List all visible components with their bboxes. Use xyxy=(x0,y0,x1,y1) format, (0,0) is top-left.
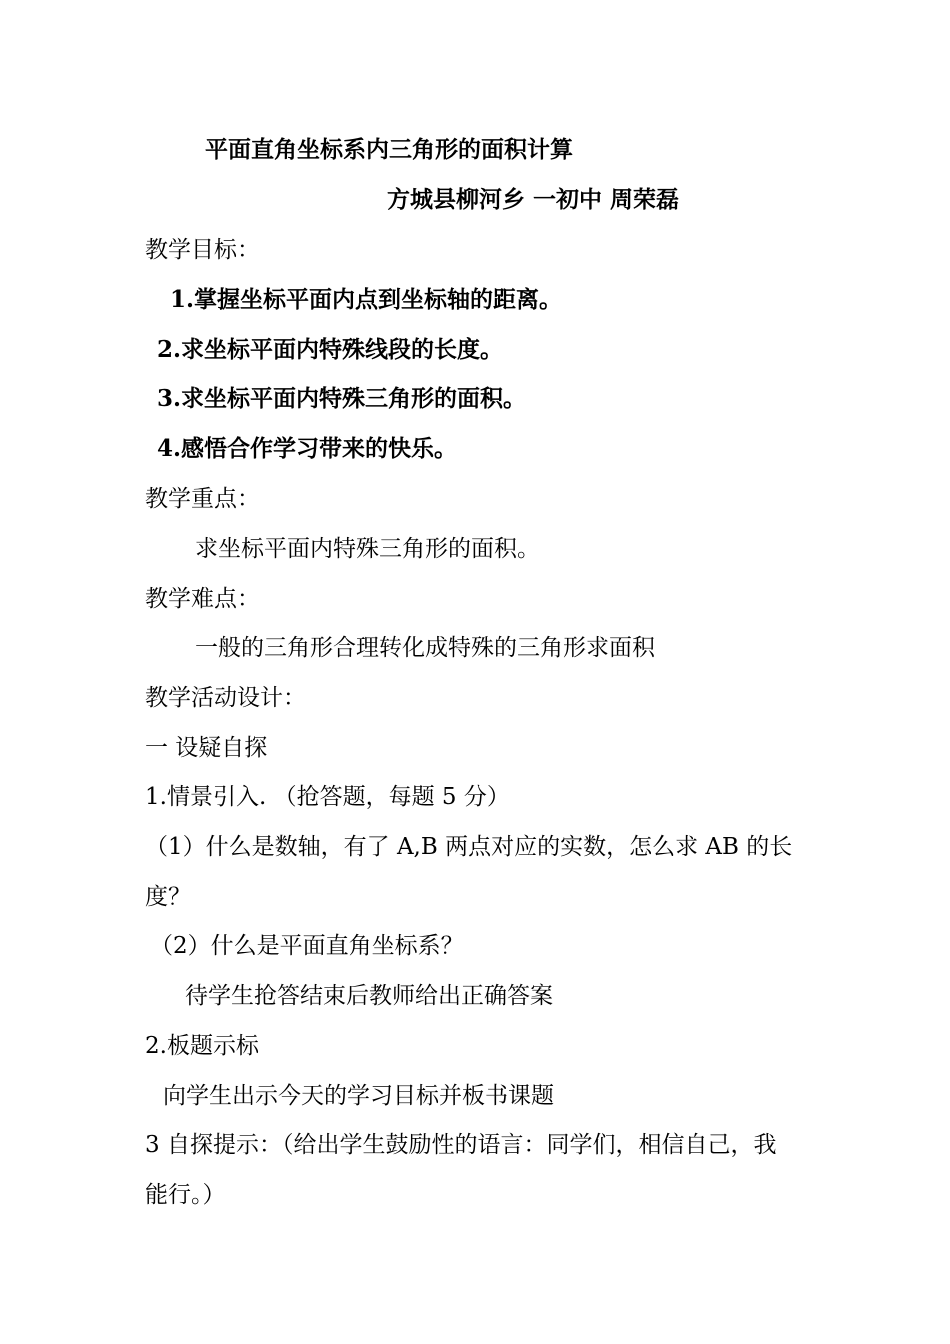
key-text: 求坐标平面内特殊三角形的面积。 xyxy=(195,536,540,562)
item-3-line-1: 3 自探提示：（给出学生鼓励性的语言：同学们，相信自己，我 xyxy=(145,1132,777,1158)
section1-heading: 一 设疑自探 xyxy=(145,735,268,761)
difficulty-text: 一般的三角形合理转化成特殊的三角形求面积 xyxy=(195,635,655,661)
goal-item-4: 4.感悟合作学习带来的快乐。 xyxy=(157,435,458,462)
question-1-line-2: 度？ xyxy=(145,884,191,910)
goal-item-3: 3.求坐标平面内特殊三角形的面积。 xyxy=(157,385,527,412)
goals-heading: 教学目标： xyxy=(145,237,260,263)
item-2: 2.板题示标 xyxy=(145,1033,259,1059)
item-1: 1.情景引入. （抢答题，每题 5 分） xyxy=(145,784,510,810)
activity-heading: 教学活动设计： xyxy=(145,685,306,711)
difficulty-heading: 教学难点： xyxy=(145,586,260,612)
question-1-line-1: （1）什么是数轴，有了 A,B 两点对应的实数，怎么求 AB 的长 xyxy=(145,834,793,860)
item-3-line-2: 能行。） xyxy=(145,1182,226,1208)
document-author: 方城县柳河乡 一初中 周荣磊 xyxy=(387,186,680,213)
goal-item-2: 2.求坐标平面内特殊线段的长度。 xyxy=(157,336,504,363)
item-2-text: 向学生出示今天的学习目标并板书课题 xyxy=(163,1083,554,1109)
goal-item-1: 1.掌握坐标平面内点到坐标轴的距离。 xyxy=(170,286,563,313)
key-heading: 教学重点： xyxy=(145,486,260,512)
answer-note: 待学生抢答结束后教师给出正确答案 xyxy=(185,983,553,1009)
document-title: 平面直角坐标系内三角形的面积计算 xyxy=(205,136,573,163)
question-2: （2）什么是平面直角坐标系？ xyxy=(150,933,464,959)
